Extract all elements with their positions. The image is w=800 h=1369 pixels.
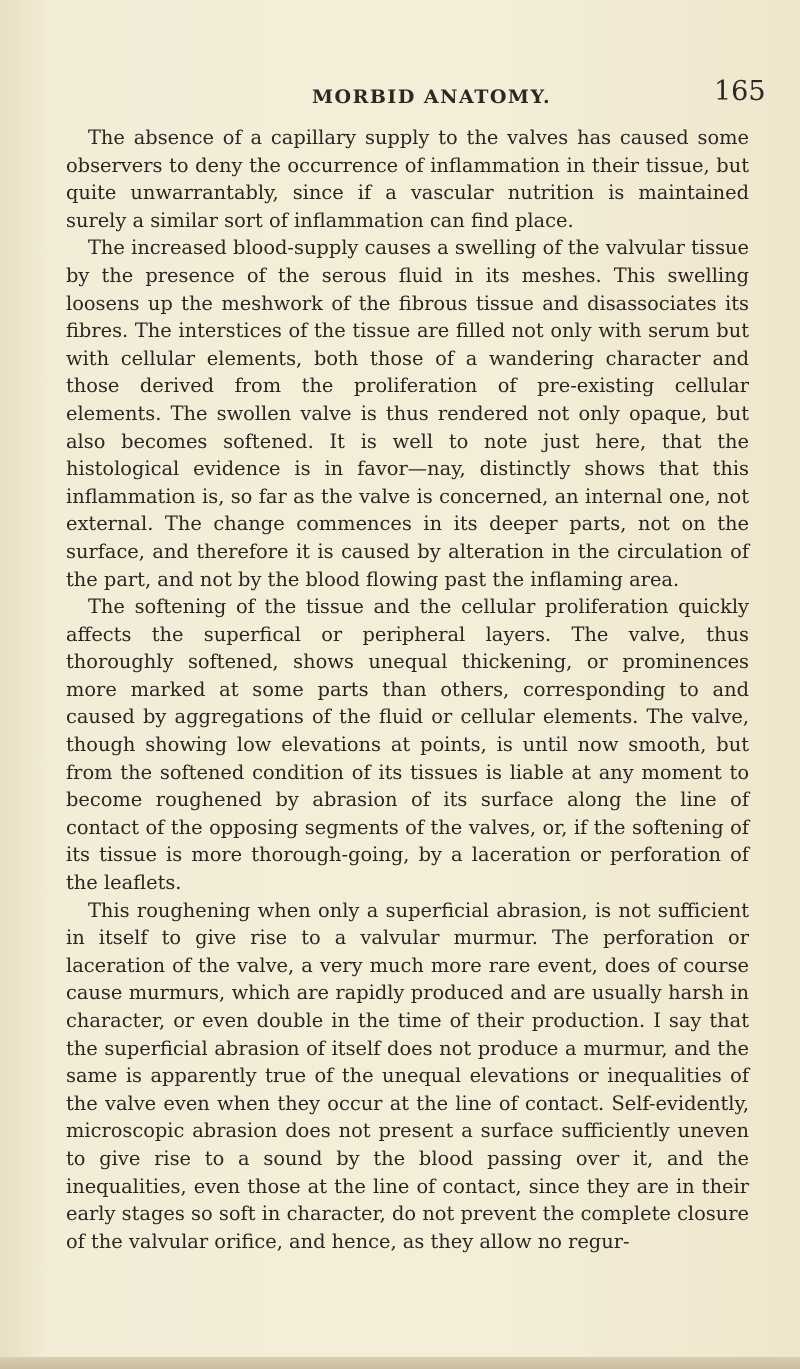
paragraph: The increased blood-supply causes a swelling of the valvular tissue by the presence of the serous fluid in its meshes. This swelling loosens up the meshwork of the fibrous tissue and disassociates its fibres. The interstices of the tissue are filled not only with serum but with cellular elements, both those of a wandering character and those derived from the proliferation of pre-existing cellular elements. The swollen valve is thus rendered not only opaque, but also becomes softened. It is well to note just here, that the histological evidence is in favor—nay, distinctly shows that this inflammation is, so far as the valve is concerned, an internal one, not external. The change commences in its deeper parts, not on the surface, and therefore it is caused by alteration in the circulation of the part, and not by the blood flowing past the inflaming area.	[66, 236, 749, 591]
paragraph: The softening of the tissue and the cellular proliferation quickly affects the superfical or peripheral layers. The valve, thus thoroughly softened, shows unequal thickening, or prominences more marked at some parts than others, corresponding to and caused by aggregations of the fluid or cellular elements. The valve, though showing low elevations at points, is until now smooth, but from the softened condition of its tissues is liable at any moment to become roughened by abrasion of its surface along the line of contact of the opposing segments of the valves, or, if the softening of its tissue is more thorough-going, by a laceration or perforation of the leaflets.	[66, 595, 749, 895]
page-edge	[0, 1357, 800, 1369]
paragraph: The absence of a capillary supply to the valves has caused some observers to deny the occurrence of inflammation in their tissue, but quite unwarrantably, since if a vascular nutrition is maintained surely a similar sort of inflammation can find place.	[66, 126, 749, 232]
paragraph: This roughening when only a superficial abrasion, is not sufficient in itself to give rise to a valvular murmur. The perforation or laceration of the valve, a very much more rare event, does of course cause murmurs, which are rapidly produced and are usually harsh in character, or even double in the time of their production. I say that the superficial abrasion of itself does not produce a murmur, and the same is apparently true of the unequal elevations or inequalities of the valve even when they occur at the line of contact. Self-evidently, microscopic abrasion does not present a surface sufficiently uneven to give rise to a sound by the blood passing over it, and the inequalities, even those at the line of contact, since they are in their early stages so soft in character, do not prevent the complete closure of the valvular orifice, and hence, as they allow no regur-	[66, 898, 749, 1253]
body-text	[66, 124, 749, 1255]
running-title: MORBID ANATOMY.	[312, 86, 552, 108]
page-number: 165	[714, 76, 766, 107]
